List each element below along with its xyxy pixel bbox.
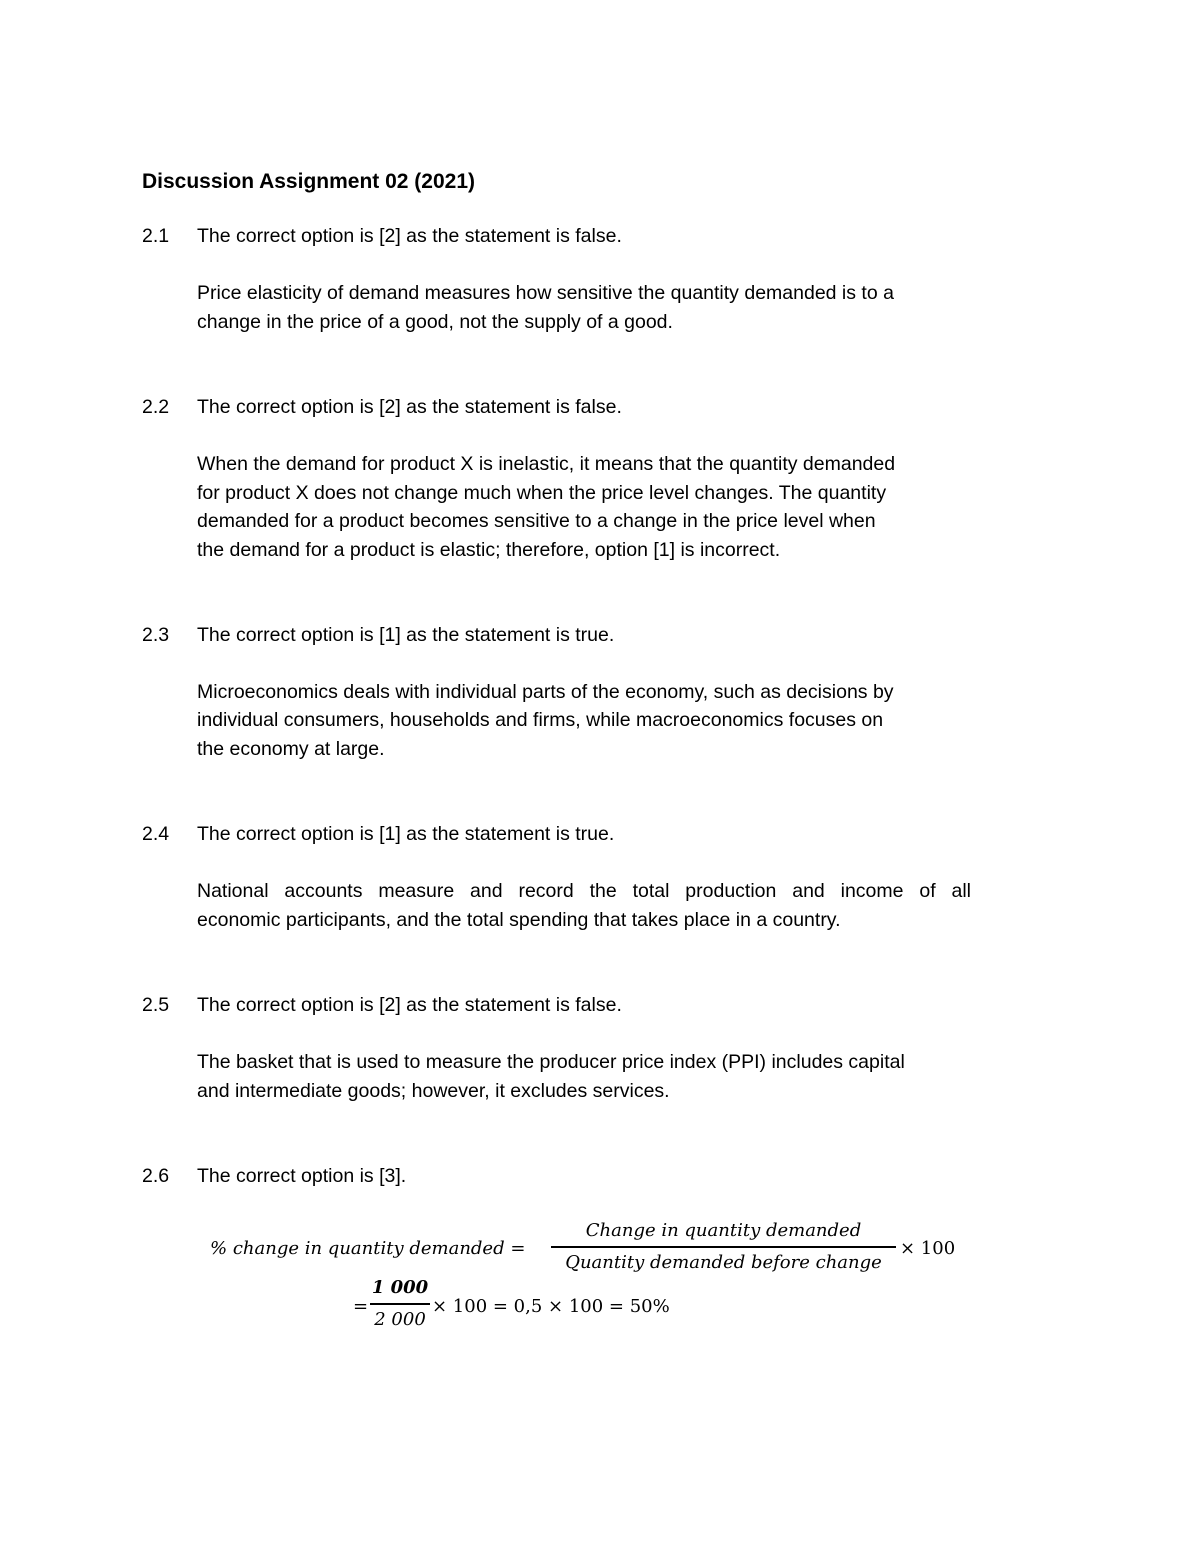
explanation-line: demanded for a product becomes sensitive to a change in the price level when	[197, 510, 876, 532]
question-number: 2.1	[142, 225, 170, 247]
explanation-line: economic participants, and the total spending that takes place in a country.	[197, 909, 841, 931]
formula-numerator: Change in quantity demanded	[585, 1220, 862, 1241]
formula-multiplier: × 100	[900, 1238, 956, 1259]
question-number: 2.5	[142, 994, 170, 1016]
question-number: 2.2	[142, 396, 170, 418]
explanation-line: National accounts measure and record the total production and income of all	[197, 880, 971, 902]
question-number: 2.6	[142, 1165, 170, 1187]
document-title: Discussion Assignment 02 (2021)	[142, 170, 476, 193]
explanation-line: change in the price of a good, not the supply of a good.	[197, 311, 673, 333]
formula-step-fraction	[370, 1276, 430, 1332]
step-numerator: 1 000	[371, 1277, 429, 1298]
question-answer: The correct option is [2] as the statement is false.	[197, 225, 622, 247]
explanation-line: and intermediate goods; however, it excludes services.	[197, 1080, 670, 1102]
formula-step-equals: =	[353, 1296, 369, 1317]
explanation-line: the demand for a product is elastic; therefore, option [1] is incorrect.	[197, 539, 781, 561]
fraction-bar	[551, 1246, 896, 1248]
step-denominator: 2 000	[374, 1308, 426, 1330]
fraction-bar	[370, 1303, 430, 1305]
formula-fraction	[551, 1219, 896, 1275]
formula-denominator: Quantity demanded before change	[565, 1251, 882, 1273]
formula-step-result: × 100 = 0,5 × 100 = 50%	[432, 1296, 670, 1317]
explanation-line: When the demand for product X is inelastic, it means that the quantity demanded	[197, 453, 896, 475]
formula-lhs: % change in quantity demanded =	[210, 1238, 526, 1259]
question-answer: The correct option is [2] as the statement is false.	[197, 994, 622, 1016]
question-answer: The correct option is [1] as the statement is true.	[197, 624, 615, 646]
explanation-line: The basket that is used to measure the producer price index (PPI) includes capital	[197, 1051, 905, 1073]
explanation-line: Price elasticity of demand measures how sensitive the quantity demanded is to a	[197, 282, 894, 304]
question-answer: The correct option is [1] as the statement is true.	[197, 823, 615, 845]
question-answer: The correct option is [3].	[197, 1165, 407, 1187]
explanation-line: individual consumers, households and firms, while macroeconomics focuses on	[197, 709, 884, 731]
question-number: 2.4	[142, 823, 170, 845]
explanation-line: Microeconomics deals with individual parts of the economy, such as decisions by	[197, 681, 894, 703]
explanation-line: for product X does not change much when the price level changes. The quantity	[197, 482, 887, 504]
question-answer: The correct option is [2] as the statement is false.	[197, 396, 622, 418]
explanation-line: the economy at large.	[197, 738, 385, 760]
question-number: 2.3	[142, 624, 170, 646]
